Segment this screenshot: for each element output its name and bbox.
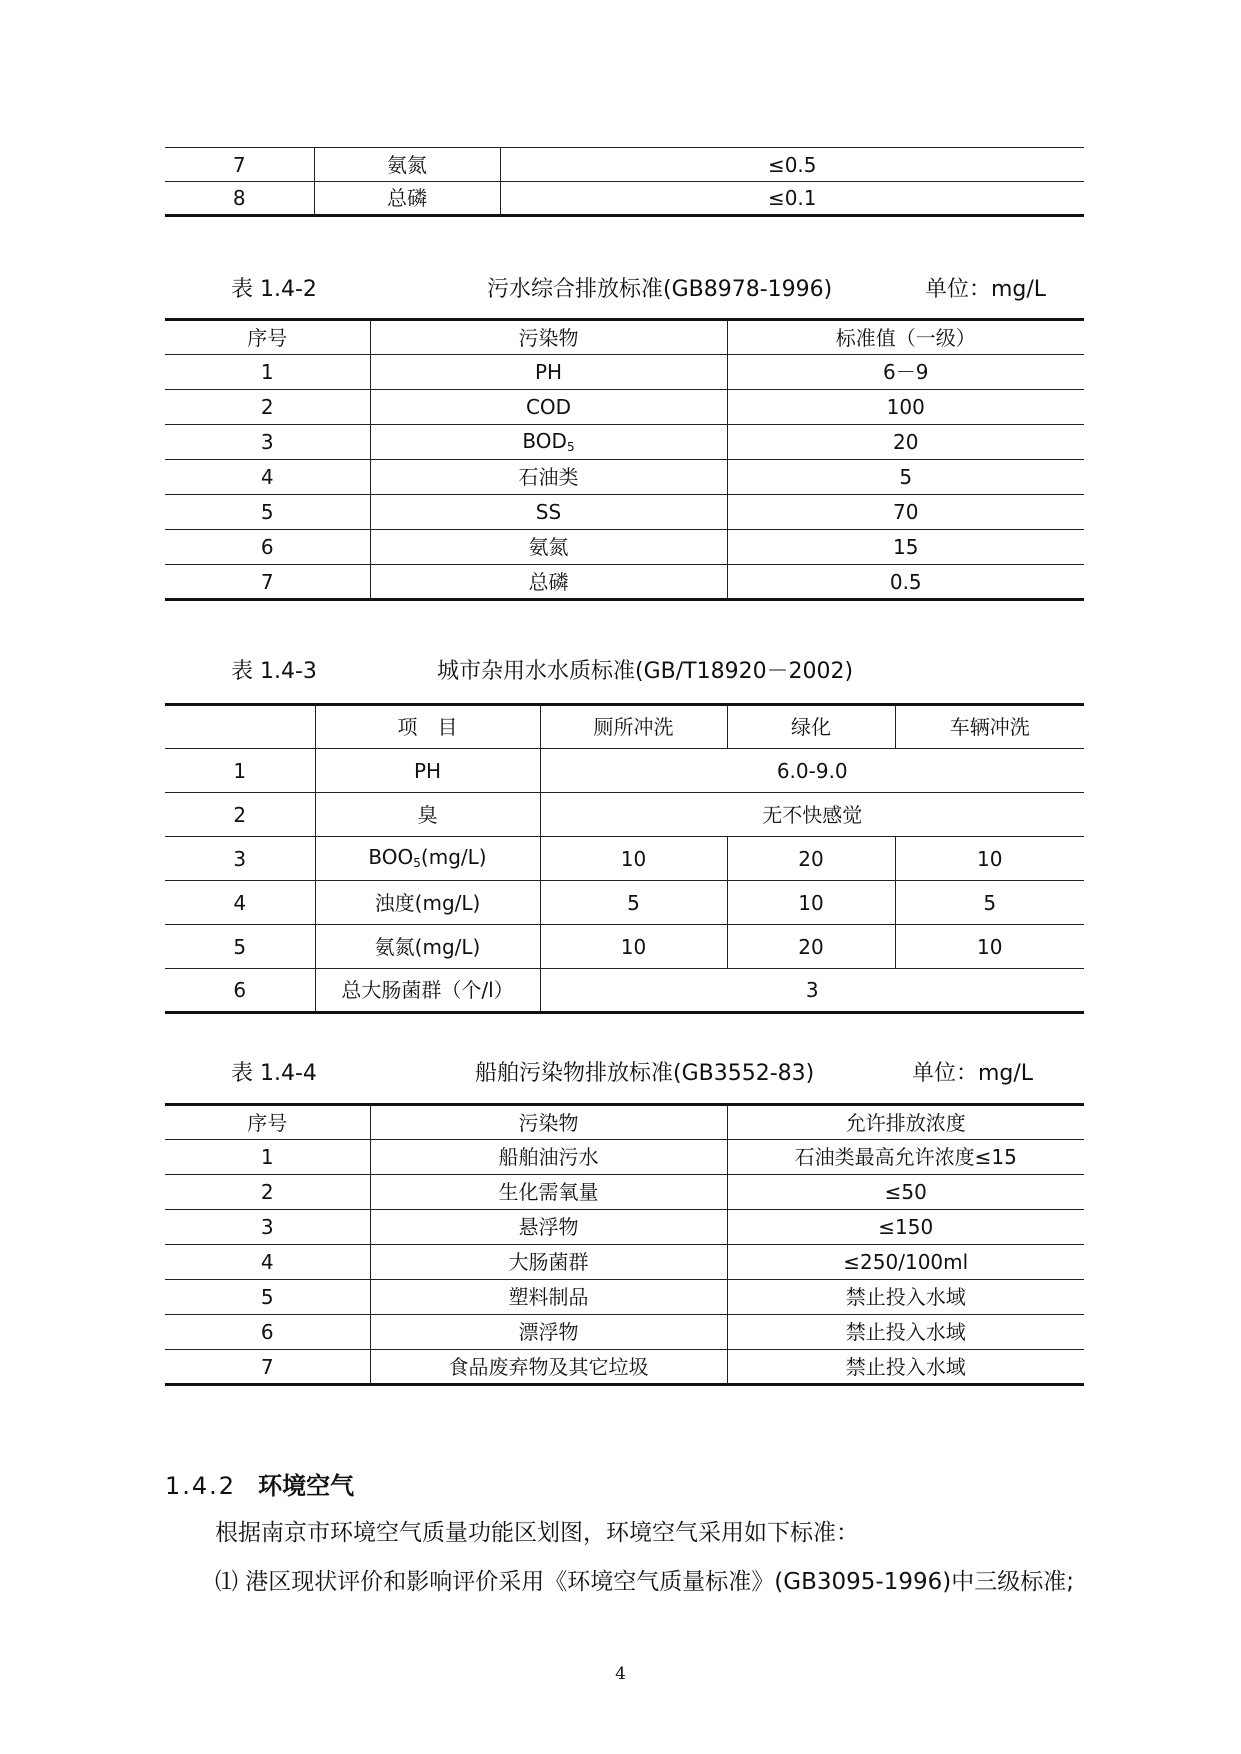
table-row: 7 氨氮 ≤0.5 xyxy=(165,148,1084,182)
table3-title: 城市杂用水水质标准(GB/T18920－2002) xyxy=(437,659,854,684)
table-row: 6 总大肠菌群（个/l） 3 xyxy=(165,969,1084,1013)
table4-title: 船舶污染物排放标准(GB3552-83) xyxy=(475,1061,815,1086)
table-continued xyxy=(165,147,1084,217)
table2-label: 表 1.4-2 xyxy=(231,277,317,302)
table-row: 4 石油类 5 xyxy=(165,460,1084,495)
table3-caption xyxy=(165,650,1084,686)
table-row: 4 浊度(mg/L) 5 10 5 xyxy=(165,881,1084,925)
table-row: 2 生化需氧量 ≤50 xyxy=(165,1175,1084,1210)
table-row: 2 臭 无不快感觉 xyxy=(165,793,1084,837)
section-number: 1.4.2 xyxy=(165,1472,237,1500)
table-row: 8 总磷 ≤0.1 xyxy=(165,182,1084,216)
table-row: 7 食品废弃物及其它垃圾 禁止投入水域 xyxy=(165,1350,1084,1385)
page-number: 4 xyxy=(615,1664,626,1684)
table4-caption xyxy=(165,1052,1084,1088)
table-row: 6 漂浮物 禁止投入水域 xyxy=(165,1315,1084,1350)
table-row: 1 PH 6.0-9.0 xyxy=(165,749,1084,793)
table-row: 7 总磷 0.5 xyxy=(165,565,1084,600)
table-row: 5 塑料制品 禁止投入水域 xyxy=(165,1280,1084,1315)
table4-label: 表 1.4-4 xyxy=(231,1061,317,1086)
table-row: 2 COD 100 xyxy=(165,390,1084,425)
table-row: 3 $BOD_5$ 20 xyxy=(165,425,1084,460)
table-row: 4 大肠菌群 ≤250/100ml xyxy=(165,1245,1084,1280)
table-header-row: 序号 污染物 标准值（一级） xyxy=(165,320,1084,355)
section-heading xyxy=(165,1466,354,1501)
table-row: 1 船舶油污水 石油类最高允许浓度≤15 xyxy=(165,1140,1084,1175)
paragraph-1: 根据南京市环境空气质量功能区划图，环境空气采用如下标准： xyxy=(215,1520,859,1546)
section-title: 环境空气 xyxy=(258,1472,355,1500)
table2-title: 污水综合排放标准(GB8978-1996) xyxy=(487,277,833,302)
table-row: 5 氨氮(mg/L) 10 20 10 xyxy=(165,925,1084,969)
table2 xyxy=(165,318,1084,601)
table-row: 3 悬浮物 ≤150 xyxy=(165,1210,1084,1245)
table-row: 5 SS 70 xyxy=(165,495,1084,530)
table2-caption xyxy=(165,268,1084,304)
table4-unit: 单位：mg/L xyxy=(912,1061,1034,1086)
paragraph-2: ⑴ 港区现状评价和影响评价采用《环境空气质量标准》(GB3095-1996)中三级标准; xyxy=(215,1569,1074,1595)
table4 xyxy=(165,1103,1084,1386)
table-row: 1 PH 6－9 xyxy=(165,355,1084,390)
table-row: 6 氨氮 15 xyxy=(165,530,1084,565)
table3-label: 表 1.4-3 xyxy=(231,659,317,684)
table2-unit: 单位：mg/L xyxy=(925,277,1047,302)
table-row: 3 $BOO_5(mg/L)$ 10 20 10 xyxy=(165,837,1084,881)
table3 xyxy=(165,703,1084,1014)
table-header-row: 序号 污染物 允许排放浓度 xyxy=(165,1105,1084,1140)
table-header-row: 项 目 厕所冲洗 绿化 车辆冲洗 xyxy=(165,705,1084,749)
